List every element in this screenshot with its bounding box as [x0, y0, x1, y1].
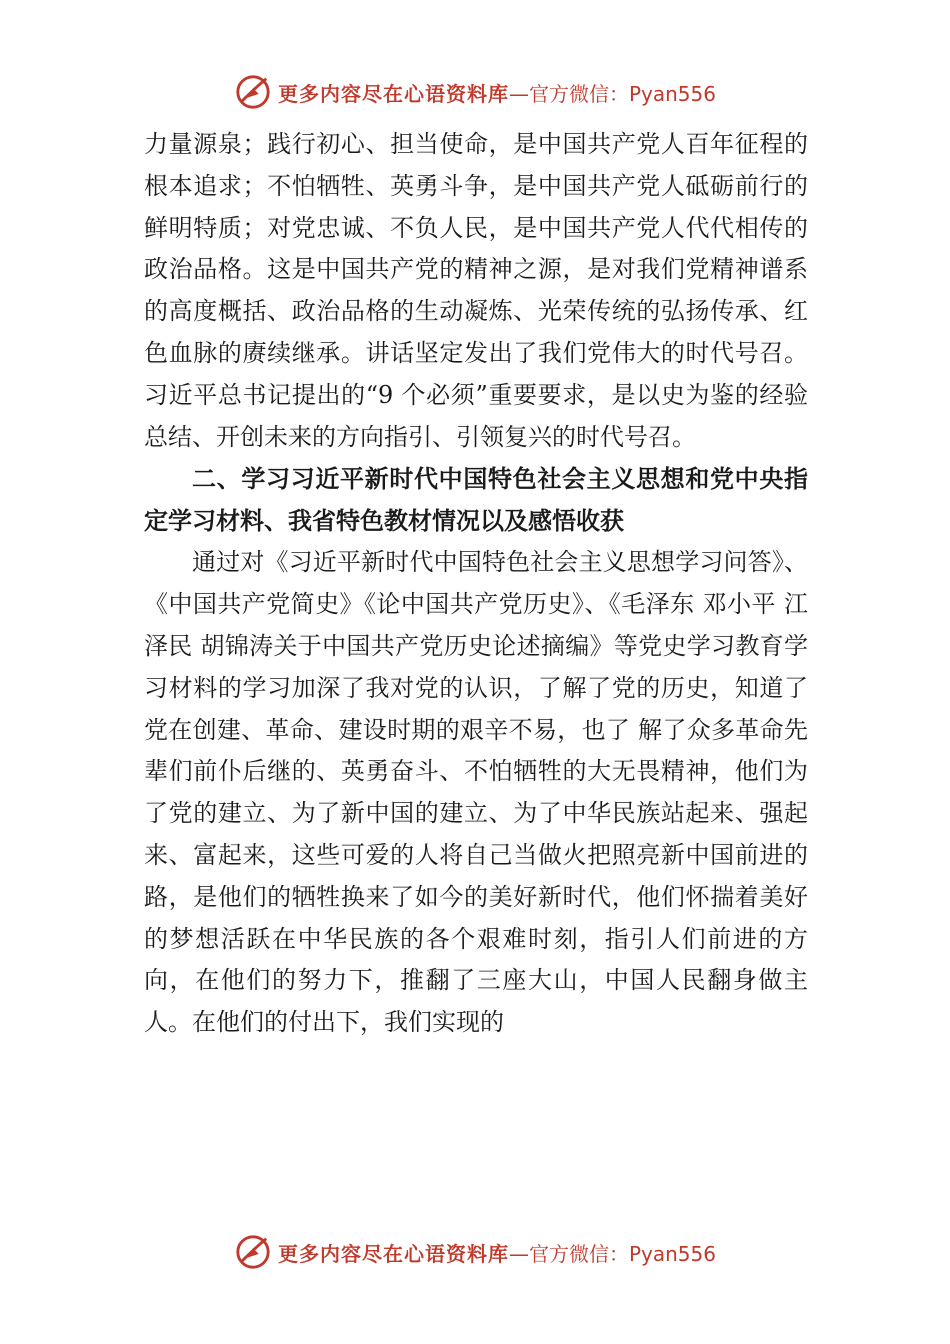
document-body [144, 124, 808, 1044]
footer-banner [0, 1232, 950, 1272]
header-brand-text: 更多内容尽在心语资料库 [277, 81, 509, 106]
section-heading-2: 二、学习习近平新时代中国特色社会主义思想和党中央指定学习材料、我省特色教材情况以及感悟收获 [144, 465, 808, 536]
pen-logo-icon [234, 73, 272, 111]
footer-wechat-text: —官方微信：Pyan556 [508, 1241, 716, 1266]
paragraph-1: 力量源泉；践行初心、担当使命，是中国共产党人百年征程的根本追求；不怕牺牲、英勇斗争，是中国共产党人砥砺前行的鲜明特质；对党忠诚、不负人民，是中国共产党人代代相传的政治品格。这是中国共产党的精神之源，是对我们党精神谱系的高度概括、政治品格的生动凝炼、光荣传统的弘扬传承、红色血脉的赓续继承。讲话坚定发出了我们党伟大的时代号召。习近平总书记提出的“9 个必须”重要要求，是以史为鉴的经验总结、开创未来的方向指引、引领复兴的时代号召。 [144, 130, 808, 451]
paragraph-2: 通过对《习近平新时代中国特色社会主义思想学习问答》、《中国共产党简史》《论中国共产党历史》、《毛泽东 邓小平 江泽民 胡锦涛关于中国共产党历史论述摘编》等党史学习教育学习材料的学习加深了我对党的认识，了解了党的历史，知道了党在创建、革命、建设时期的艰辛不易，也了 解了众多革命先辈们前仆后继的、英勇奋斗、不怕牺牲的大无畏精神，他们为了党的建立、为了新中国的建立、为了中华民族站起来、强起来、富起来，这些可爱的人将自己当做火把照亮新中国前进的路，是他们的牺牲换来了如今的美好新时代，他们怀揣着美好的梦想活跃在中华民族的各个艰难时刻，指引人们前进的方向，在他们的努力下，推翻了三座大山，中国人民翻身做主人。在他们的付出下，我们实现的 [144, 548, 808, 1037]
pen-logo-icon [234, 1233, 272, 1271]
header-banner [0, 72, 950, 112]
header-wechat-text: —官方微信：Pyan556 [508, 81, 716, 106]
footer-brand-text: 更多内容尽在心语资料库 [277, 1241, 509, 1266]
